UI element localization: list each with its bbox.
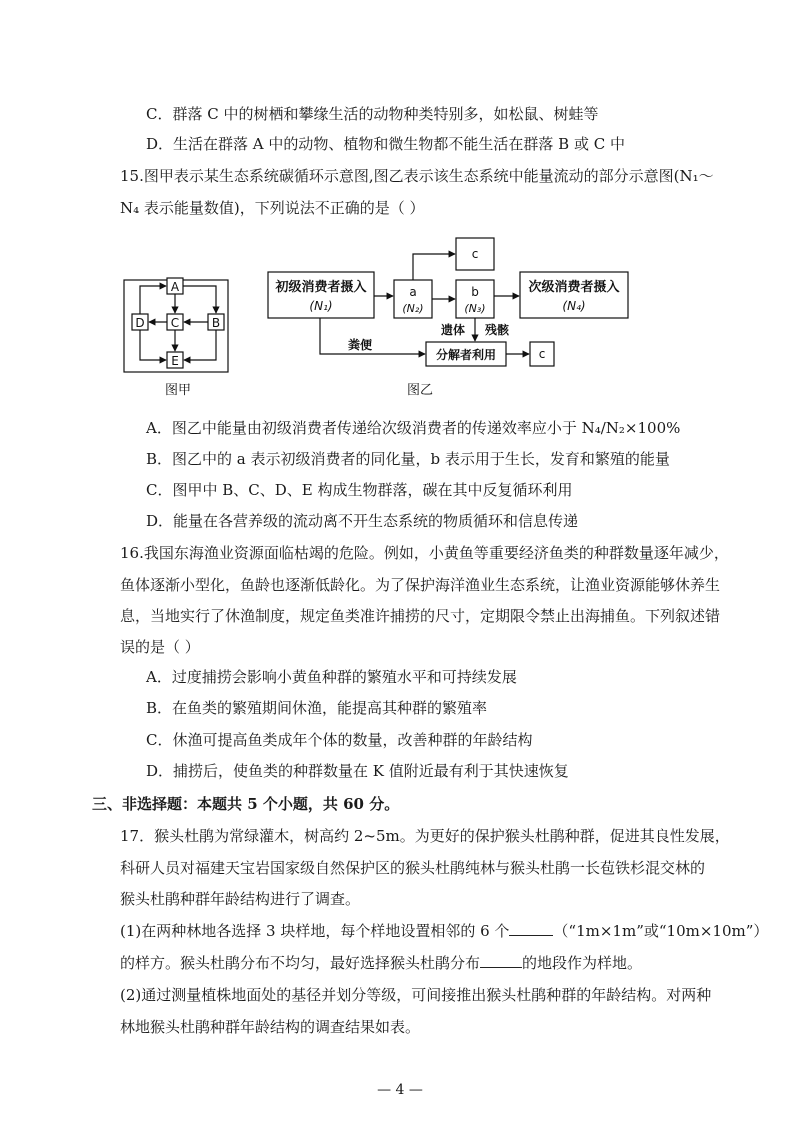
q17-part1-text-b: （“1m×1m”或“10m×10m”）	[553, 922, 769, 940]
q14-option-d: D．生活在群落 A 中的动物、植物和微生物都不能生活在群落 B 或 C 中	[146, 135, 625, 153]
node-c-bottom-label: c	[538, 347, 546, 361]
q15-option-d: D．能量在各营养级的流动离不开生态系统的物质循环和信息传递	[146, 512, 579, 530]
q17-part1-text-c: 的样方。猴头杜鹃分布不均匀，最好选择猴头杜鹃分布	[120, 954, 481, 972]
primary-consumer-label: 初级消费者摄入	[275, 280, 367, 295]
q15-stem-line1: 15.图甲表示某生态系统碳循环示意图,图乙表示该生态系统中能量流动的部分示意图(N₁～	[120, 167, 714, 185]
node-e: E	[171, 354, 179, 368]
q15-stem-line2: N₄ 表示能量数值)，下列说法不正确的是（ ）	[120, 199, 425, 217]
q16-stem-line4: 误的是（ ）	[120, 638, 200, 656]
q16-option-c: C．休渔可提高鱼类成年个体的数量，改善种群的年龄结构	[146, 731, 533, 749]
q15-option-c: C．图甲中 B、C、D、E 构成生物群落，碳在其中反复循环利用	[146, 481, 573, 499]
decomposer-label: 分解者利用	[435, 348, 497, 362]
q17-stem-line2: 科研人员对福建天宝岩国家级自然保护区的猴头杜鹃纯林与猴头杜鹃一长苞铁杉混交林的	[120, 859, 706, 877]
page-number: — 4 —	[377, 1082, 423, 1098]
q17-stem-line1: 17．猴头杜鹃为常绿灌木，树高约 2~5m。为更好的保护猴头杜鹃种群，促进其良性发展，	[120, 827, 730, 845]
q16-stem-line2: 鱼体逐渐小型化，鱼龄也逐渐低龄化。为了保护海洋渔业生态系统，让渔业资源能够休养生	[120, 576, 721, 594]
q17-part2-line2: 林地猴头杜鹃种群年龄结构的调查结果如表。	[120, 1018, 421, 1036]
q17-part1-line2	[120, 953, 642, 973]
node-a-n2: (N₂)	[402, 302, 424, 315]
figure-yi-caption: 图乙	[406, 383, 434, 398]
node-c-top-label: c	[471, 247, 479, 261]
q16-option-a: A．过度捕捞会影响小黄鱼种群的繁殖水平和可持续发展	[146, 668, 517, 686]
node-a-label: a	[409, 285, 417, 299]
q17-part1-text-d: 的地段作为样地。	[522, 954, 643, 972]
q15-figures	[120, 236, 620, 400]
section-3-heading: 三、非选择题：本题共 5 个小题，共 60 分。	[92, 795, 400, 813]
q15-option-a: A．图乙中能量由初级消费者传递给次级消费者的传递效率应小于 N₄/N₂×100%	[146, 419, 681, 437]
node-c: C	[170, 316, 180, 330]
q17-part1-line1	[120, 921, 768, 941]
q16-stem-line1: 16.我国东海渔业资源面临枯竭的危险。例如，小黄鱼等重要经济鱼类的种群数量逐年减少，	[120, 544, 729, 562]
q17-stem-line3: 猴头杜鹃种群年龄结构进行了调查。	[120, 890, 361, 908]
debris-label: 残骸	[484, 323, 510, 337]
q17-part1-text-a: (1)在两种林地各选择 3 块样地，每个样地设置相邻的 6 个	[120, 922, 510, 940]
q14-option-c: C．群落 C 中的树栖和攀缘生活的动物种类特别多，如松鼠、树蛙等	[146, 105, 599, 123]
q16-option-d: D．捕捞后，使鱼类的种群数量在 K 值附近最有利于其快速恢复	[146, 762, 569, 780]
q17-blank-2[interactable]	[480, 953, 522, 968]
node-a: A	[170, 280, 180, 294]
node-d: D	[135, 316, 145, 330]
q16-option-b: B．在鱼类的繁殖期间休渔，能提高其种群的繁殖率	[146, 699, 488, 717]
q17-part2-line1: (2)通过测量植株地面处的基径并划分等级，可间接推出猴头杜鹃种群的年龄结构。对两种	[120, 986, 712, 1004]
secondary-consumer-n4: (N₄)	[562, 299, 586, 313]
q17-blank-1[interactable]	[509, 921, 553, 936]
node-b-n3: (N₃)	[464, 302, 486, 315]
q15-option-b: B．图乙中的 a 表示初级消费者的同化量，b 表示用于生长，发育和繁殖的能量	[146, 450, 670, 468]
q16-stem-line3: 息，当地实行了休渔制度，规定鱼类准许捕捞的尺寸，定期限令禁止出海捕鱼。下列叙述错	[120, 607, 721, 625]
secondary-consumer-label: 次级消费者摄入	[528, 280, 620, 295]
node-b: B	[211, 316, 221, 330]
node-b-label: b	[471, 285, 479, 299]
primary-consumer-n1: (N₁)	[309, 299, 333, 313]
figure-jia-caption: 图甲	[164, 383, 192, 398]
remains-label: 遗体	[440, 323, 466, 337]
feces-label: 粪便	[347, 338, 373, 352]
